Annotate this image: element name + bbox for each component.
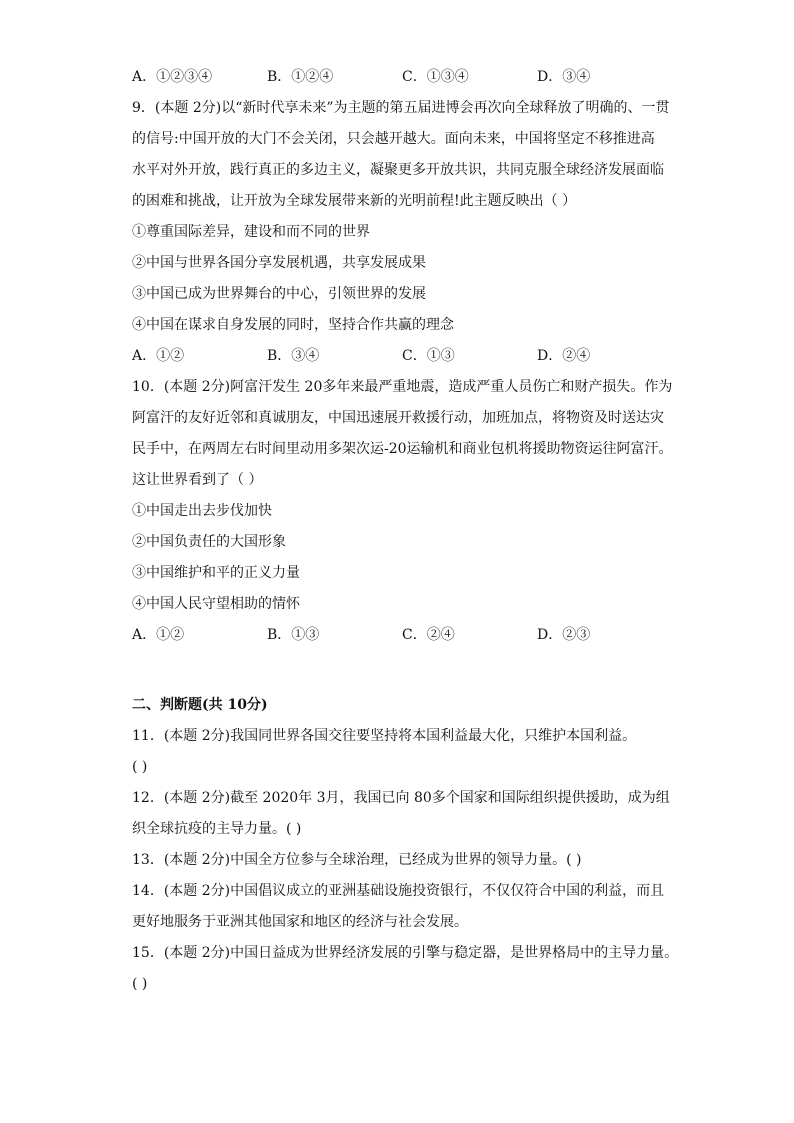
judgment-line: 织全球抗疫的主导力量。( ) — [132, 821, 302, 837]
judgment-13 — [132, 845, 672, 876]
judgment-line: 13．(本题 2分)中国全方位参与全球治理，已经成为世界的领导力量。( ) — [132, 852, 582, 868]
q9-item: ③中国已成为世界舞台的中心，引领世界的发展 — [132, 286, 426, 302]
q10-stem-line: 民手中，在两周左右时间里动用多架次运-20运输机和商业包机将援助物资运往阿富汗。 — [132, 441, 673, 457]
judgment-12 — [132, 783, 672, 845]
q10-option-b: B．①③ — [267, 627, 320, 643]
q10-stem-line: 10．(本题 2分)阿富汗发生 20多年来最严重地震，造成严重人员伤亡和财产损失。作为 — [132, 379, 673, 395]
q10-item: ①中国走出去步伐加快 — [132, 503, 272, 519]
q9-stem-line: 的困难和挑战，让开放为全球发展带来新的光明前程!此主题反映出（ ） — [132, 193, 577, 209]
q9-options — [132, 341, 672, 372]
q10-item: ③中国维护和平的正义力量 — [132, 565, 300, 581]
q10-item: ②中国负责任的大国形象 — [132, 534, 286, 550]
section-title: 二、判断题(共 10分) — [132, 697, 268, 713]
judgment-line: 14．(本题 2分)中国倡议成立的亚洲基础设施投资银行，不仅仅符合中国的利益，而且 — [132, 883, 665, 899]
question-9 — [132, 93, 672, 372]
judgment-blank: ( ) — [132, 976, 148, 992]
judgment-line: 更好地服务于亚洲其他国家和地区的经济与社会发展。 — [132, 914, 468, 930]
q9-item: ④中国在谋求自身发展的同时，坚持合作共赢的理念 — [132, 317, 454, 333]
judgment-14 — [132, 876, 672, 938]
section-spacer — [132, 651, 672, 690]
q9-option-d: D．②④ — [537, 348, 591, 364]
q10-options — [132, 620, 672, 651]
q9-stem-line: 的信号:中国开放的大门不会关闭，只会越开越大。面向未来，中国将坚定不移推进高 — [132, 131, 655, 147]
q9-option-a: A．①② — [132, 348, 185, 364]
q10-item: ④中国人民守望相助的情怀 — [132, 596, 300, 612]
q9-item: ①尊重国际差异，建设和而不同的世界 — [132, 224, 370, 240]
judgment-15 — [132, 938, 679, 1000]
judgment-line: 15．(本题 2分)中国日益成为世界经济发展的引擎与稳定器，是世界格局中的主导力量。 — [132, 945, 679, 961]
q9-stem-line: 水平对外开放，践行真正的多边主义，凝聚更多开放共识，共同克服全球经济发展面临 — [132, 162, 664, 178]
judgment-blank: ( ) — [132, 759, 148, 775]
q8-option-d: D．③④ — [537, 69, 591, 85]
q9-option-c: C．①③ — [402, 348, 455, 364]
q9-stem-line: 9．(本题 2分)以“新时代享未来”为主题的第五届进博会再次向全球释放了明确的、一贯 — [132, 100, 670, 116]
judgment-line: 12．(本题 2分)截至 2020年 3月，我国已向 80多个国家和国际组织提供援助，成为组 — [132, 790, 670, 806]
q8-option-b: B．①②④ — [267, 69, 334, 85]
q10-option-a: A．①② — [132, 627, 185, 643]
q9-option-b: B．③④ — [267, 348, 320, 364]
q10-option-c: C．②④ — [402, 627, 455, 643]
q9-item: ②中国与世界各国分享发展机遇，共享发展成果 — [132, 255, 426, 271]
q8-options — [132, 62, 672, 93]
q10-stem-line: 阿富汗的友好近邻和真诚朋友，中国迅速展开救援行动，加班加点，将物资及时送达灾 — [132, 410, 664, 426]
q8-option-c: C．①③④ — [402, 69, 469, 85]
question-10 — [132, 372, 672, 651]
exam-content — [132, 62, 679, 1000]
judgment-11 — [132, 721, 672, 783]
judgment-line: 11．(本题 2分)我国同世界各国交往要坚持将本国利益最大化，只维护本国利益。 — [132, 728, 637, 744]
q8-option-a: A．①②③④ — [132, 69, 213, 85]
q10-stem-line: 这让世界看到了（ ） — [132, 472, 263, 488]
q10-option-d: D．②③ — [537, 627, 591, 643]
